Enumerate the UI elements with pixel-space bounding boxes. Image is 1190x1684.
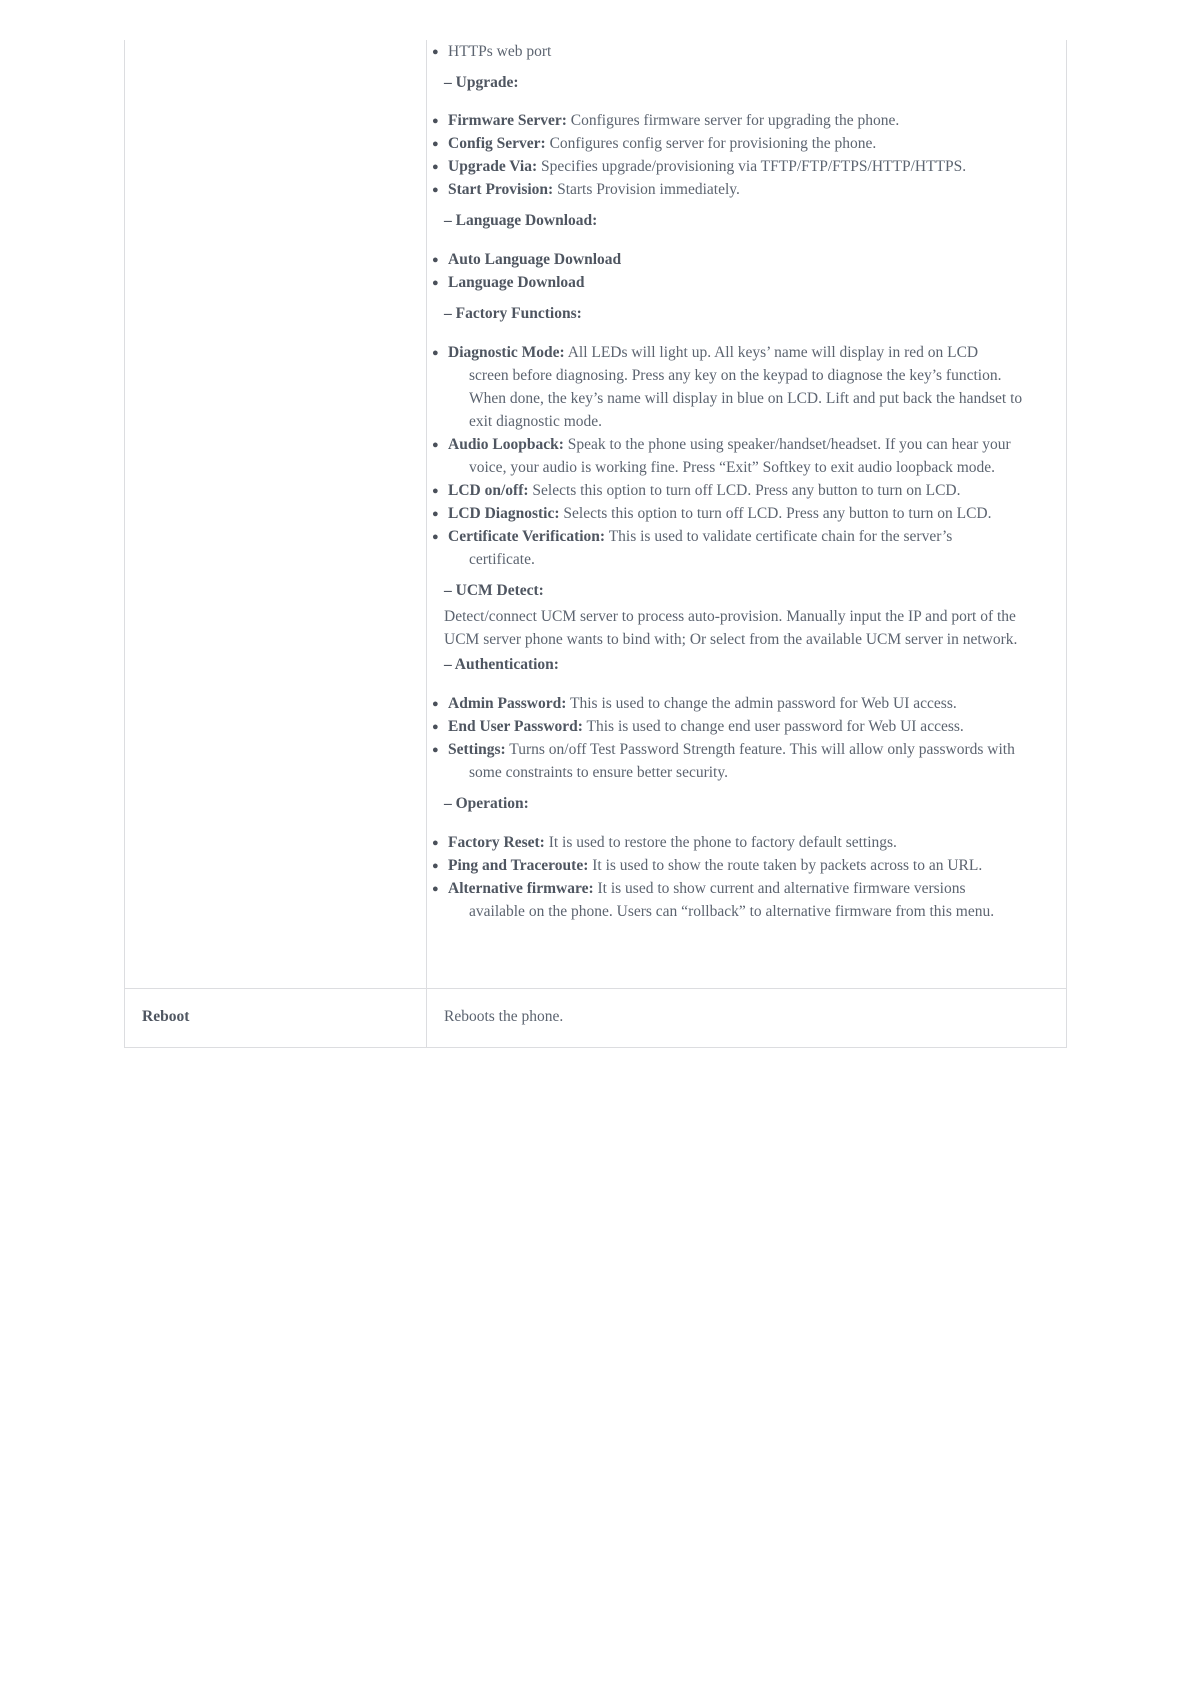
list-item-term: Start Provision: bbox=[448, 181, 554, 198]
section-heading-authentication: – Authentication: bbox=[444, 656, 559, 673]
paragraph-line: UCM server phone wants to bind with; Or select from the available UCM server in network. bbox=[444, 631, 1018, 648]
table-cell-label bbox=[125, 40, 427, 988]
list-item-term: Diagnostic Mode: bbox=[448, 344, 565, 361]
list-item bbox=[448, 694, 957, 714]
list-item bbox=[448, 717, 964, 737]
list-item-term: Auto Language Download bbox=[448, 251, 622, 268]
list-item bbox=[448, 504, 992, 524]
list-item-continuation: voice, your audio is working fine. Press “Exit” Softkey to exit audio loopback mode. bbox=[469, 459, 996, 476]
list-item-term: Language Download bbox=[448, 274, 585, 291]
list-item bbox=[448, 481, 961, 501]
list-item-text: This is used to validate certificate chain for the server’s bbox=[605, 528, 953, 545]
list-item-text: HTTPs web port bbox=[448, 43, 552, 60]
list-item bbox=[448, 343, 978, 363]
list-item bbox=[448, 134, 876, 154]
list-item-continuation: available on the phone. Users can “rollback” to alternative firmware from this menu. bbox=[469, 903, 995, 920]
list-item-continuation: When done, the key’s name will display in blue on LCD. Lift and put back the handset to bbox=[469, 390, 1023, 407]
list-item-continuation: some constraints to ensure better security. bbox=[469, 764, 728, 781]
list-item-term: End User Password: bbox=[448, 718, 583, 735]
list-item-term: Admin Password: bbox=[448, 695, 567, 712]
section-heading-upgrade: – Upgrade: bbox=[444, 74, 519, 91]
list-item bbox=[448, 856, 982, 876]
list-item-term: LCD Diagnostic: bbox=[448, 505, 560, 522]
table-row-reboot bbox=[125, 988, 1066, 1048]
paragraph-line: Detect/connect UCM server to process auto-provision. Manually input the IP and port of the bbox=[444, 608, 1016, 625]
list-item-text: It is used to show the route taken by packets across to an URL. bbox=[588, 857, 983, 874]
list-item-text: Starts Provision immediately. bbox=[553, 181, 740, 198]
table-cell-label bbox=[125, 989, 427, 1047]
list-item bbox=[448, 157, 966, 177]
list-item-continuation: exit diagnostic mode. bbox=[469, 413, 603, 430]
reboot-description: Reboots the phone. bbox=[444, 1008, 564, 1025]
list-item-text: This is used to change the admin password for Web UI access. bbox=[566, 695, 957, 712]
list-item bbox=[448, 111, 899, 131]
table-row bbox=[125, 40, 1066, 988]
list-item-text: It is used to show current and alternative firmware versions bbox=[593, 880, 966, 897]
section-heading-language: – Language Download: bbox=[444, 212, 598, 229]
list-item-text: Speak to the phone using speaker/handset/headset. If you can hear your bbox=[563, 436, 1011, 453]
settings-table bbox=[124, 40, 1067, 1048]
list-item bbox=[448, 250, 621, 270]
list-item-text: Turns on/off Test Password Strength feature. This will allow only passwords with bbox=[505, 741, 1015, 758]
list-item-term: Alternative firmware: bbox=[448, 880, 594, 897]
list-item-continuation: screen before diagnosing. Press any key on the keypad to diagnose the key’s function. bbox=[469, 367, 1002, 384]
list-item-term: Ping and Traceroute: bbox=[448, 857, 589, 874]
list-item-term: Settings: bbox=[448, 741, 506, 758]
list-item bbox=[448, 740, 1015, 760]
section-heading-operation: – Operation: bbox=[444, 795, 529, 812]
list-item-term: Audio Loopback: bbox=[448, 436, 564, 453]
list-item bbox=[448, 879, 966, 899]
list-item bbox=[448, 42, 551, 62]
list-item bbox=[448, 527, 952, 547]
list-item-text: Specifies upgrade/provisioning via TFTP/FTP/FTPS/HTTP/HTTPS. bbox=[537, 158, 967, 175]
list-item-text: Selects this option to turn off LCD. Press any button to turn on LCD. bbox=[528, 482, 961, 499]
list-item-text: This is used to change end user password for Web UI access. bbox=[582, 718, 964, 735]
list-item-text: Selects this option to turn off LCD. Press any button to turn on LCD. bbox=[559, 505, 992, 522]
list-item-text: It is used to restore the phone to factory default settings. bbox=[544, 834, 897, 851]
list-item-term: Factory Reset: bbox=[448, 834, 545, 851]
list-item bbox=[448, 833, 897, 853]
list-item-continuation: certificate. bbox=[469, 551, 535, 568]
list-item-text: Configures config server for provisioning the phone. bbox=[545, 135, 877, 152]
list-item-term: Upgrade Via: bbox=[448, 158, 538, 175]
table-cell-description bbox=[427, 989, 1066, 1047]
list-item-term: LCD on/off: bbox=[448, 482, 529, 499]
list-item bbox=[448, 273, 585, 293]
list-item-term: Certificate Verification: bbox=[448, 528, 606, 545]
section-heading-ucm: – UCM Detect: bbox=[444, 582, 544, 599]
list-item-text: Configures firmware server for upgrading the phone. bbox=[566, 112, 900, 129]
section-heading-factory: – Factory Functions: bbox=[444, 305, 582, 322]
list-item-term: Firmware Server: bbox=[448, 112, 567, 129]
reboot-label: Reboot bbox=[142, 1008, 190, 1025]
list-item bbox=[448, 180, 740, 200]
list-item-text: All LEDs will light up. All keys’ name will display in red on LCD bbox=[564, 344, 979, 361]
list-item-term: Config Server: bbox=[448, 135, 546, 152]
list-item bbox=[448, 435, 1011, 455]
